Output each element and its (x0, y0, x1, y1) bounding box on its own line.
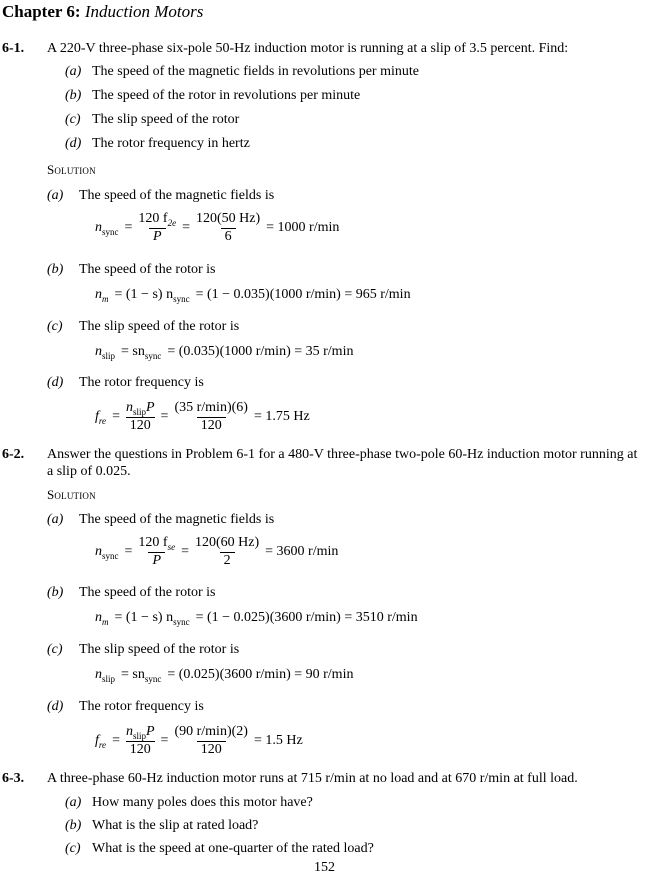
fraction: $\frac{120(60 Hz)}{2}$ (194, 535, 260, 568)
problem-number: 6-3. (2, 771, 25, 786)
part-tag: (d) (47, 699, 64, 714)
problem-statement: a slip of 0.025. (47, 464, 131, 479)
part-text: The slip speed of the rotor is (79, 319, 240, 334)
item-text: What is the slip at rated load? (92, 818, 259, 833)
chapter-label: Chapter 6 (2, 2, 75, 21)
item-tag: (d) (65, 136, 82, 151)
item-tag: (a) (65, 64, 82, 79)
part-tag: (c) (47, 319, 63, 334)
item-text: The speed of the rotor in revolutions per minute (92, 88, 361, 103)
equation-sync-speed: n sync = $\frac{120 f_{se}}{P}$ = $\frac{120(60 Hz)}{2}$ = 3600 r/min (95, 535, 339, 568)
fraction: $\frac{(35 r/\min)(6)}{120}$ (174, 400, 248, 433)
item-text: How many poles does this motor have? (92, 795, 313, 810)
fraction: $\frac{n_{slip}P}{120}$ (125, 724, 155, 757)
problem-statement: A three-phase 60-Hz induction motor runs at 715 r/min at no load and at 670 r/min at full load. (47, 771, 578, 786)
item-tag: (b) (65, 88, 82, 103)
part-tag: (a) (47, 512, 64, 527)
problem-statement: A 220-V three-phase six-pole 50-Hz induction motor is running at a slip of 3.5 percent. Find: (47, 41, 569, 56)
fraction: $\frac{(90 r/\min)(2)}{120}$ (174, 724, 248, 757)
part-text: The rotor frequency is (79, 699, 204, 714)
part-tag: (a) (47, 188, 64, 203)
item-tag: (c) (65, 112, 81, 127)
chapter-title: Induction Motors (84, 2, 204, 21)
chapter-heading: Chapter 6: Induction Motors (2, 2, 204, 21)
equation-rotor-speed: n m = (1 − s) n sync = (1 − 0.035)(1000 r/min) = 965 r/min (95, 287, 411, 304)
fraction: $\frac{120(50 Hz)}{6}$ (195, 211, 261, 244)
equation-slip-speed: n slip = sn sync = (0.035)(1000 r/min) = 35 r/min (95, 344, 354, 361)
problem-number: 6-1. (2, 41, 25, 56)
fraction: $\frac{n_{slip}P}{120}$ (125, 400, 155, 433)
part-text: The slip speed of the rotor is (79, 642, 240, 657)
fraction: $\frac{120 f_{2e}}{P}$ (138, 211, 177, 244)
item-text: What is the speed at one-quarter of the rated load? (92, 841, 374, 856)
problem-statement: Answer the questions in Problem 6-1 for a 480-V three-phase two-pole 60-Hz induction motor running at (47, 447, 638, 462)
problem-number: 6-2. (2, 447, 25, 462)
item-text: The speed of the magnetic fields in revolutions per minute (92, 64, 419, 79)
equation-sync-speed: n sync = $\frac{120 f_{2e}}{P}$ = $\frac{120(50 Hz)}{6}$ = 1000 r/min (95, 211, 340, 244)
equation-rotor-frequency: f re = $\frac{n_{slip}P}{120}$ = $\frac{(90 r/\min)(2)}{120}$ = 1.5 Hz (95, 724, 303, 757)
equation-rotor-speed: n m = (1 − s) n sync = (1 − 0.025)(3600 r/min) = 3510 r/min (95, 610, 418, 627)
item-tag: (b) (65, 818, 82, 833)
part-tag: (d) (47, 375, 64, 390)
item-tag: (c) (65, 841, 81, 856)
fraction: $\frac{120 f_{se}}{P}$ (138, 535, 176, 568)
equation-slip-speed: n slip = sn sync = (0.025)(3600 r/min) = 90 r/min (95, 667, 354, 684)
part-text: The speed of the magnetic fields is (79, 188, 275, 203)
equation-rotor-frequency: f re = $\frac{n_{slip}P}{120}$ = $\frac{(35 r/\min)(6)}{120}$ = 1.75 Hz (95, 400, 310, 433)
item-text: The rotor frequency in hertz (92, 136, 250, 151)
page-number: 152 (314, 860, 335, 875)
part-tag: (b) (47, 262, 64, 277)
part-text: The rotor frequency is (79, 375, 204, 390)
part-tag: (c) (47, 642, 63, 657)
part-text: The speed of the magnetic fields is (79, 512, 275, 527)
item-tag: (a) (65, 795, 82, 810)
part-tag: (b) (47, 585, 64, 600)
solution-label: Solution (47, 487, 96, 502)
part-text: The speed of the rotor is (79, 262, 216, 277)
solution-label: Solution (47, 162, 96, 177)
part-text: The speed of the rotor is (79, 585, 216, 600)
item-text: The slip speed of the rotor (92, 112, 240, 127)
